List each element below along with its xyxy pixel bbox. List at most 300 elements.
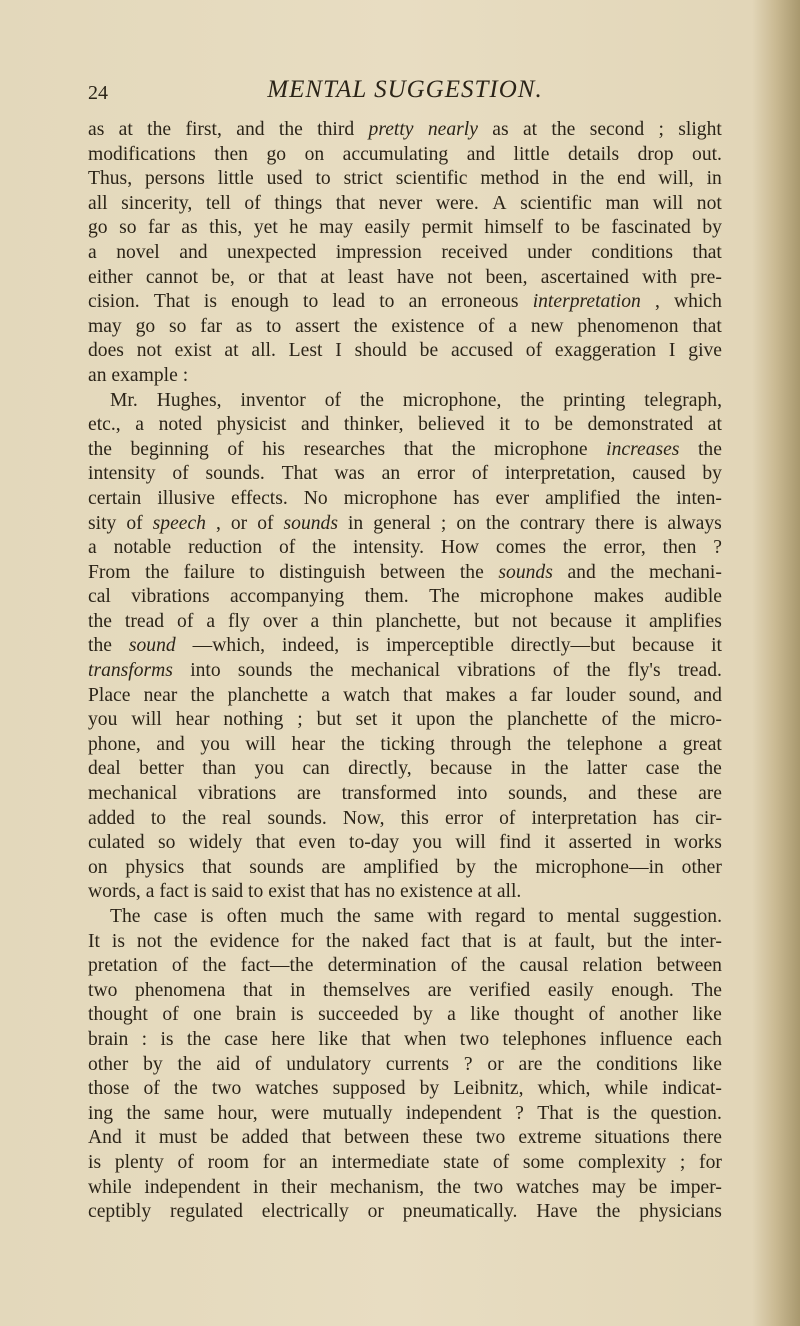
word: plenty (114, 1151, 164, 1173)
word: Leibnitz, (453, 1078, 524, 1100)
word: of (244, 192, 261, 214)
text-line (88, 438, 722, 463)
word: regulated (169, 1201, 243, 1223)
word: the (644, 930, 668, 952)
word: enough (231, 291, 289, 313)
word: fly's (627, 660, 661, 682)
word: and (588, 783, 617, 805)
word: the (485, 512, 510, 534)
word: so (169, 315, 187, 337)
word: there (595, 512, 635, 534)
word: to (303, 291, 319, 313)
word: that (310, 881, 340, 903)
word: louder (565, 684, 616, 706)
word: thinker, (343, 414, 404, 436)
word: impression (335, 241, 422, 263)
word: ascertained (540, 266, 629, 288)
word: contrary (519, 512, 586, 534)
italic-word: sounds (283, 512, 338, 534)
word: room (207, 1151, 249, 1173)
word: to (249, 561, 265, 583)
word: between (379, 561, 446, 583)
word: each (686, 1028, 722, 1050)
word: all. (251, 340, 276, 362)
text-line (88, 930, 722, 955)
word: you (200, 733, 230, 755)
word: same (163, 1102, 205, 1124)
word: between (344, 1127, 410, 1149)
word: of (601, 709, 618, 731)
word: ? (515, 1102, 524, 1124)
word: the (459, 561, 484, 583)
word: illusive (157, 487, 216, 509)
word: interpretation (531, 807, 637, 829)
word: set (355, 709, 378, 731)
word: audible (664, 586, 722, 608)
text-line (88, 1102, 722, 1127)
word: vibrations (457, 660, 536, 682)
word: never (378, 192, 423, 214)
word: interpretation, (504, 463, 616, 485)
word: tread (124, 610, 165, 632)
word: it (499, 414, 510, 436)
word: relation (582, 955, 643, 977)
word: himself (484, 217, 544, 239)
word: suggestion. (633, 906, 722, 927)
word: as (181, 217, 198, 239)
word: may (319, 217, 353, 239)
word: may (88, 315, 122, 337)
word: etc., (88, 414, 121, 436)
word: an (381, 463, 401, 485)
word: drop (637, 143, 674, 165)
word: far (200, 315, 223, 337)
text-line (88, 856, 722, 881)
word: of (143, 1078, 160, 1100)
word: or (367, 1201, 384, 1223)
word: be (419, 340, 439, 362)
word: it (711, 635, 722, 657)
text-line (88, 512, 722, 537)
word: new (530, 315, 564, 337)
word: to (554, 217, 570, 239)
word: a (88, 241, 97, 263)
word: them. (364, 586, 409, 608)
word: over (262, 610, 298, 632)
word: the (353, 315, 378, 337)
word: transformed (341, 783, 437, 805)
word: find (499, 832, 531, 854)
word: two (475, 1127, 506, 1149)
word: assert (295, 315, 340, 337)
word: microphone—in (535, 856, 664, 878)
word: and (693, 684, 722, 706)
word: are (321, 856, 346, 878)
word: received (441, 241, 508, 263)
word: novel (116, 241, 160, 263)
word: a (135, 414, 144, 436)
word: like (692, 1004, 722, 1026)
word: to (150, 807, 167, 829)
word: erroneous (441, 291, 519, 313)
word: the (481, 955, 506, 977)
word: the (613, 1102, 638, 1124)
word: far (530, 684, 553, 706)
word: mental (566, 906, 621, 927)
text-line (88, 290, 722, 315)
word: to (315, 168, 331, 190)
word: the (493, 856, 518, 878)
word: ; (297, 709, 303, 731)
text-line (88, 733, 722, 758)
word: are (518, 1053, 543, 1075)
word: a (321, 684, 330, 706)
word: on (88, 856, 108, 878)
word: all (88, 192, 108, 214)
word: of (450, 955, 468, 977)
text-line (88, 1077, 722, 1102)
text-line (88, 807, 722, 832)
word: are (427, 979, 452, 1001)
text-line (88, 241, 722, 266)
word: under (527, 241, 572, 263)
word: at (528, 930, 543, 952)
word: far (148, 217, 170, 239)
word: verified (469, 979, 531, 1001)
text-line (88, 979, 722, 1004)
word: that (403, 684, 433, 706)
word: physicist (216, 414, 287, 436)
word: used (266, 168, 303, 190)
word: case (224, 1028, 258, 1050)
word: be (581, 217, 600, 239)
word: of (492, 1151, 510, 1173)
word: planchette (507, 709, 588, 731)
word: intensity. (352, 537, 425, 559)
word: microphone (479, 586, 574, 608)
word: scientific (520, 192, 592, 214)
word: at (477, 881, 492, 903)
word: mutually (322, 1102, 393, 1124)
word: to (248, 881, 264, 903)
word: That (281, 463, 318, 485)
word: sity (88, 512, 117, 534)
word: vibrations (197, 783, 277, 805)
word: the (336, 906, 361, 927)
word: of (499, 807, 516, 829)
text-line (88, 315, 722, 340)
word: because (550, 610, 613, 632)
word: second (589, 119, 645, 140)
word: imper- (670, 1176, 722, 1198)
word: From (88, 561, 131, 583)
word: directly—but (510, 635, 616, 657)
word: the (580, 168, 605, 190)
word: pretation (88, 955, 158, 977)
word: on (304, 143, 325, 165)
word: two (473, 1176, 504, 1198)
word: when (403, 1028, 447, 1050)
word: sincerity, (121, 192, 193, 214)
word: things (274, 192, 323, 214)
word: and (156, 733, 185, 755)
word: real (222, 807, 252, 829)
word: fact (420, 930, 450, 952)
word: causal (519, 955, 569, 977)
word: the (340, 733, 365, 755)
word: microphone, (402, 389, 502, 411)
word: of (324, 389, 342, 411)
italic-word: speech (152, 512, 206, 534)
word: thought (514, 1004, 574, 1026)
word: a (658, 733, 668, 755)
word: the (610, 561, 635, 583)
word: the (469, 709, 494, 731)
word: or (230, 512, 248, 534)
text-line (88, 339, 722, 364)
word: thin (332, 610, 363, 632)
word: which (674, 291, 722, 313)
word: cir- (695, 807, 722, 829)
word: telegraph, (644, 389, 722, 411)
word: the (147, 119, 172, 140)
word: or (248, 266, 265, 288)
word: noted (158, 414, 203, 436)
word: cannot (145, 266, 199, 288)
word: of (278, 537, 296, 559)
word: inter- (679, 930, 722, 952)
word: that (692, 315, 722, 337)
word: you (412, 832, 442, 854)
word: that (301, 1127, 331, 1149)
word: the (177, 1053, 202, 1075)
word: his (262, 438, 286, 460)
word: of (471, 463, 489, 485)
word: Hughes, (156, 389, 222, 411)
word: like (470, 1004, 500, 1026)
word: was (334, 463, 365, 485)
text-line (88, 1003, 722, 1028)
word: as (88, 119, 105, 140)
word: and (466, 143, 496, 165)
word: there (682, 1127, 722, 1149)
word: the (527, 733, 551, 755)
word: a (310, 610, 320, 632)
word: will (245, 733, 276, 755)
word: a (447, 1004, 456, 1026)
word: this, (209, 217, 243, 239)
word: works (673, 832, 722, 854)
word: man (605, 192, 640, 214)
word: ; (658, 119, 664, 140)
word: inten- (676, 487, 722, 509)
word: is (503, 930, 517, 952)
word: at (522, 119, 538, 140)
word: he (289, 217, 308, 239)
word: A (492, 192, 507, 214)
word: will (455, 832, 486, 854)
word: in (552, 168, 568, 190)
word: least (347, 266, 384, 288)
word: watch (343, 684, 390, 706)
word: watches (255, 1078, 319, 1100)
word: widely (188, 832, 243, 854)
word: go (266, 143, 287, 165)
word: is (290, 1004, 304, 1026)
word: exaggeration (554, 340, 657, 362)
word: the (359, 389, 384, 411)
word: unexpected (227, 241, 317, 263)
word: a (206, 610, 216, 632)
text-line (88, 585, 722, 610)
word: the (636, 487, 661, 509)
word: of (126, 512, 143, 534)
word: cision. (88, 291, 140, 313)
italic-word: interpretation (532, 291, 641, 313)
word: for (262, 1151, 286, 1173)
word: deal (88, 758, 121, 780)
word: It (88, 930, 100, 952)
word: but (316, 709, 342, 731)
word: the (544, 758, 569, 780)
word: of (227, 438, 244, 460)
word: with (427, 906, 463, 927)
word: electrically (261, 1201, 349, 1223)
word: the (631, 709, 656, 731)
word: : (141, 1028, 148, 1050)
text-line (88, 1053, 722, 1078)
word: —which, (192, 635, 266, 657)
word: succeeded (318, 1004, 399, 1026)
word: yet (253, 217, 278, 239)
word: brain (88, 1028, 129, 1050)
word: an (408, 291, 428, 313)
text-line (88, 487, 722, 512)
word: is (111, 930, 125, 952)
word: The (110, 906, 141, 927)
word: be (638, 1176, 658, 1198)
word: effects. (231, 487, 288, 509)
text-line (88, 831, 722, 856)
word: at (320, 266, 335, 288)
word: makes (593, 586, 644, 608)
word: tread. (677, 660, 722, 682)
word: an (299, 1151, 318, 1173)
word: hear (175, 709, 210, 731)
word: near (143, 684, 178, 706)
word: permit (421, 217, 473, 239)
word: great (682, 733, 722, 755)
word: the (596, 1201, 621, 1223)
word: other (681, 856, 722, 878)
word: an (88, 364, 107, 386)
text-line (88, 757, 722, 782)
word: while (604, 1078, 649, 1100)
word: by (143, 1053, 163, 1075)
word: out. (692, 143, 722, 165)
word: error (444, 807, 484, 829)
word: this (400, 807, 429, 829)
text-line (88, 659, 722, 684)
word: upon (416, 709, 456, 731)
word: is (160, 1028, 174, 1050)
word: be (554, 414, 573, 436)
word: the (520, 389, 545, 411)
word: error, (603, 537, 646, 559)
word: always (667, 512, 722, 534)
word: may (592, 1176, 626, 1198)
word: can (302, 758, 330, 780)
word: as (235, 315, 253, 337)
word: modifications (88, 143, 196, 165)
word: by (456, 856, 476, 878)
word: independent (405, 1102, 502, 1124)
word: than (202, 758, 237, 780)
word: thought (88, 1004, 148, 1026)
word: will (652, 192, 684, 214)
word: that (202, 856, 232, 878)
word: naked (361, 930, 409, 952)
word: the (182, 807, 207, 829)
word: of (478, 315, 495, 337)
word: the (173, 1078, 198, 1100)
word: comes (495, 537, 546, 559)
word: mechanical (350, 660, 441, 682)
word: independent (144, 1176, 241, 1198)
word: physics (125, 856, 185, 878)
word: that (255, 832, 286, 854)
word: two (88, 979, 118, 1001)
word: little (513, 143, 550, 165)
word: the (557, 1053, 582, 1075)
word: is (203, 291, 217, 313)
word: all. (496, 881, 522, 903)
word: be (210, 1127, 229, 1149)
text-line (88, 1028, 722, 1053)
text-line (88, 954, 722, 979)
word: you (88, 709, 118, 731)
word: by (419, 1078, 440, 1100)
word: in (645, 832, 661, 854)
word: of (525, 340, 543, 362)
word: conditions (596, 1053, 678, 1075)
word: Thus, (88, 168, 133, 190)
word: is (586, 1102, 600, 1124)
text-line (88, 610, 722, 635)
word: it (134, 1127, 146, 1149)
word: enough. (611, 979, 674, 1001)
word: the (551, 119, 576, 140)
word: conditions (591, 241, 673, 263)
word: telephone (566, 733, 643, 755)
word: general (373, 512, 431, 534)
word: question. (650, 1102, 722, 1124)
word: third (317, 119, 355, 140)
word: by (702, 217, 722, 239)
word: go (88, 217, 108, 239)
word: as (492, 119, 509, 140)
text-line (88, 561, 722, 586)
word: ? (713, 537, 722, 559)
word: at (224, 340, 239, 362)
word: pneumatically. (402, 1201, 518, 1223)
word: a (145, 881, 155, 903)
word: the (186, 1028, 211, 1050)
word: inventor (240, 389, 306, 411)
word: it (544, 832, 556, 854)
text-line (88, 536, 722, 561)
word: little (217, 168, 254, 190)
